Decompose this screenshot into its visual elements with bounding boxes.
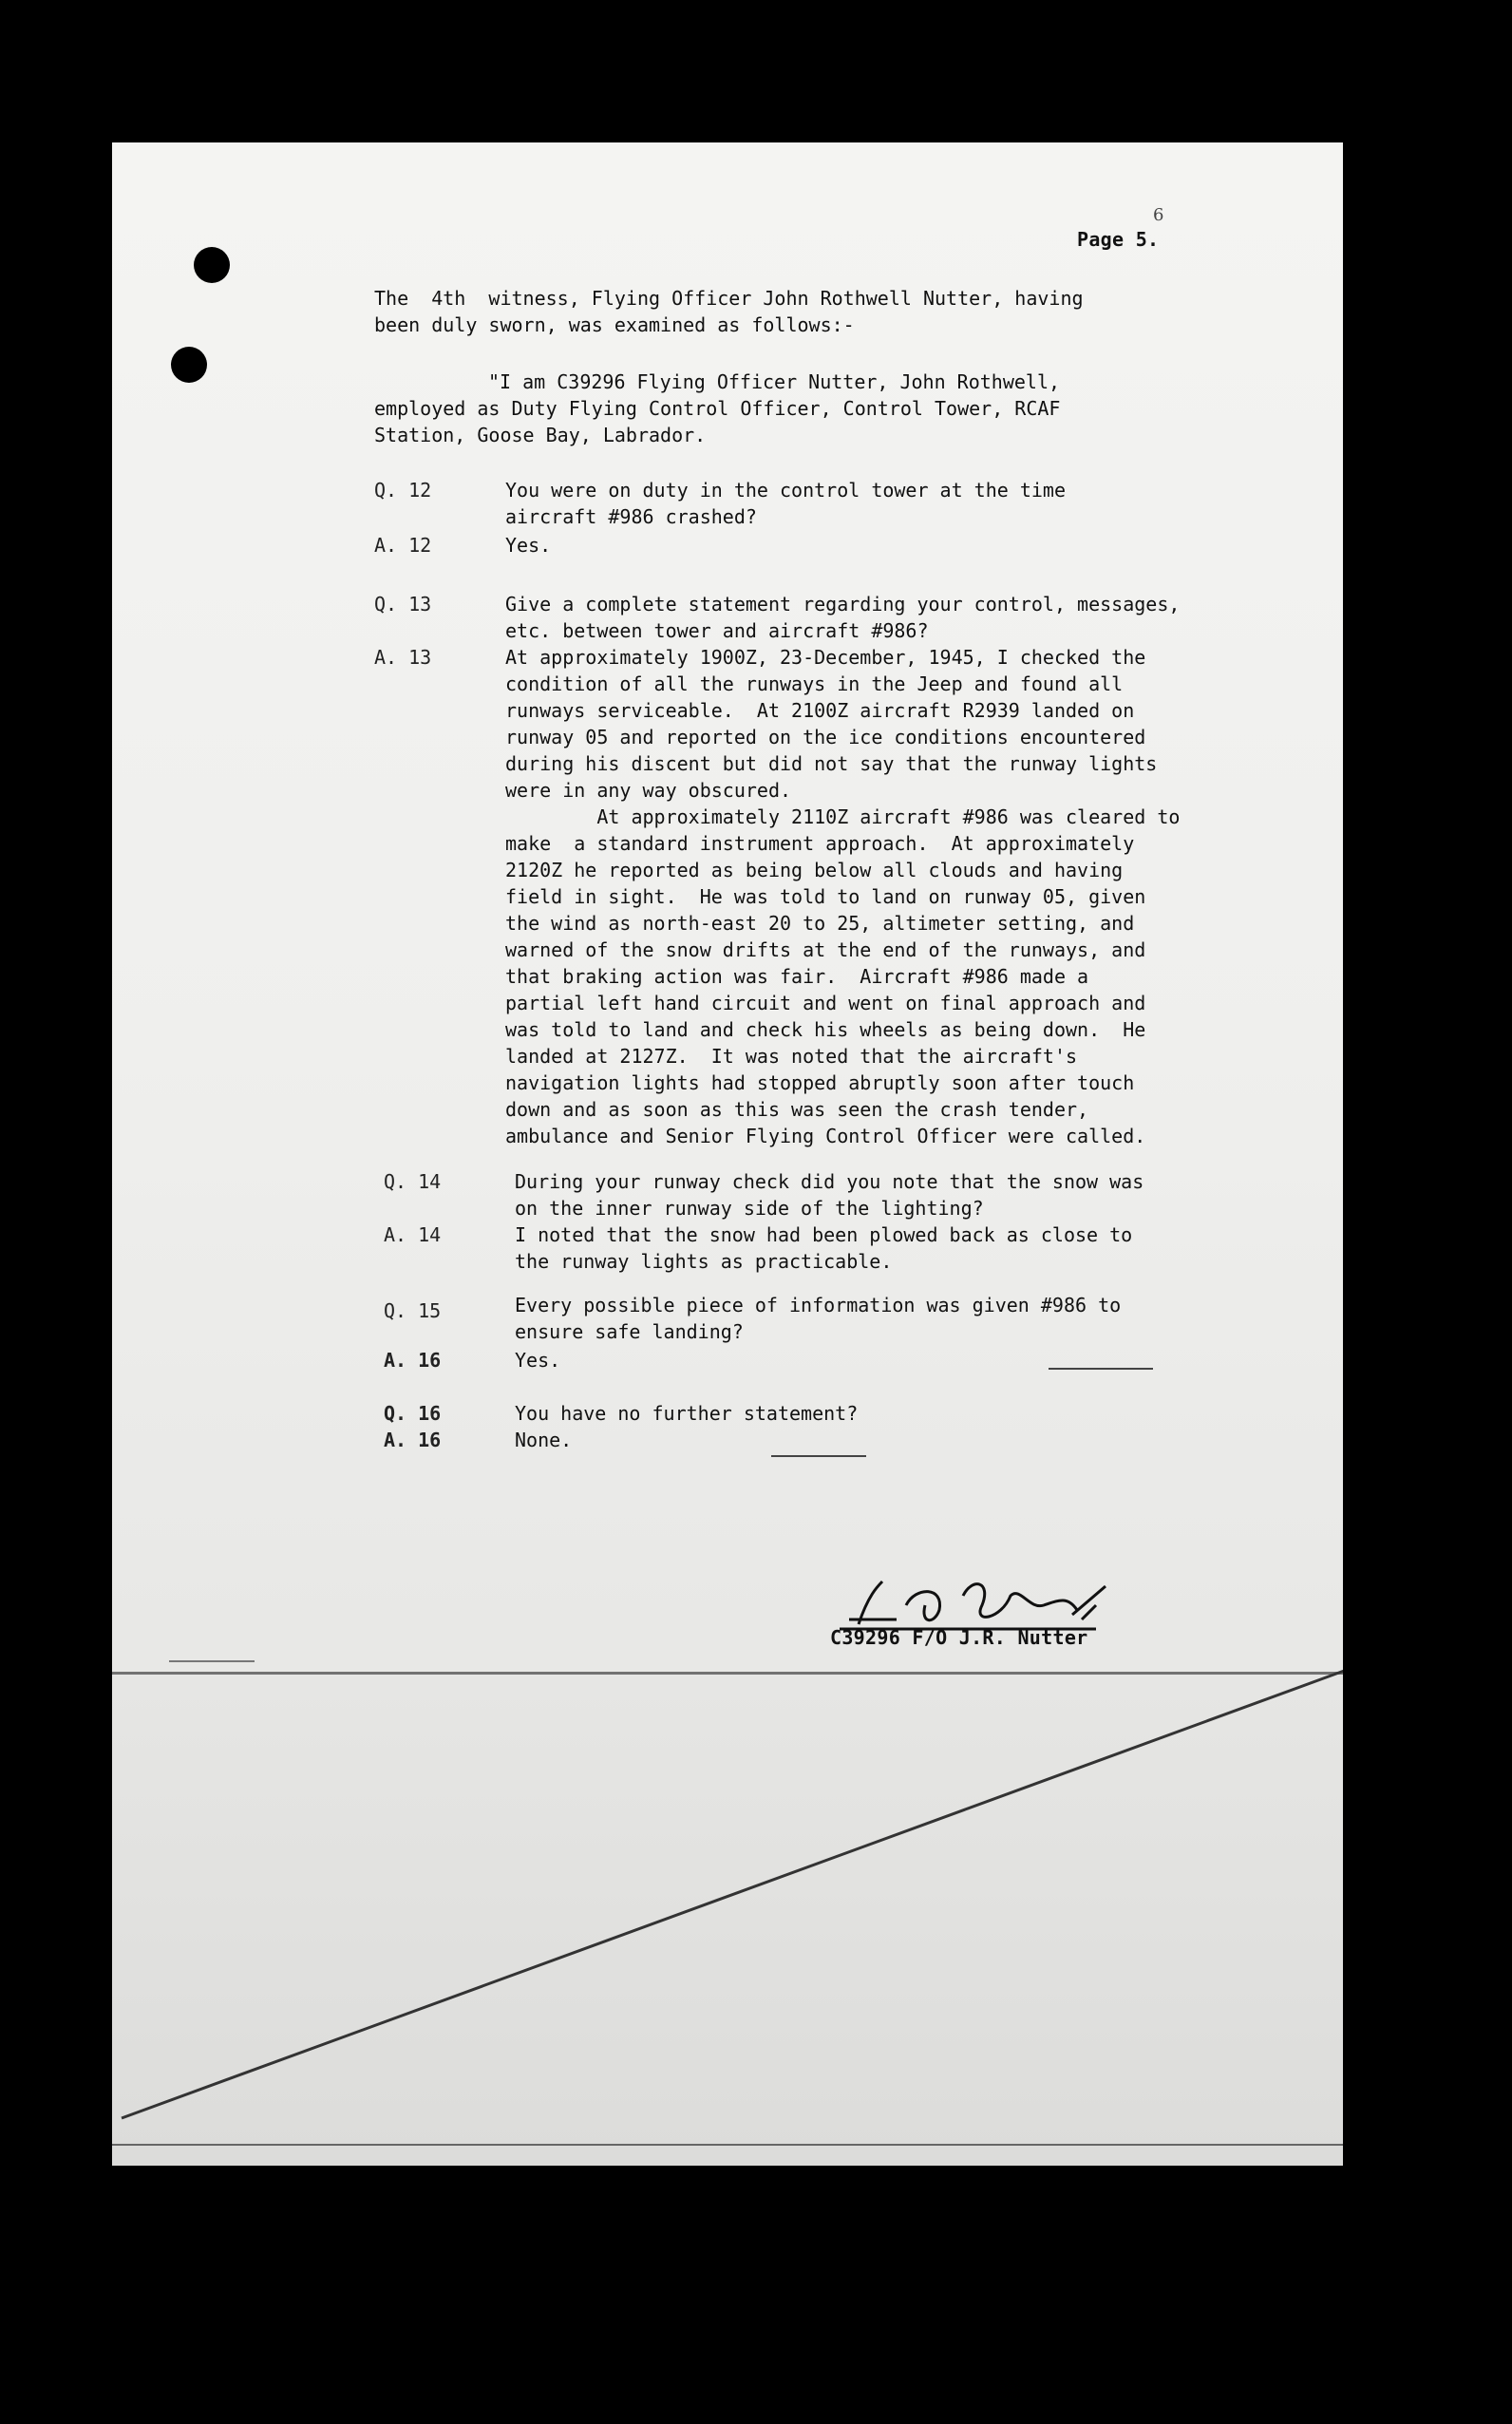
document-page bbox=[112, 142, 1343, 2166]
qa-label: Q. 16 bbox=[384, 1402, 442, 1425]
intro-paragraph bbox=[374, 285, 1084, 338]
qa-line: ensure safe landing? bbox=[515, 1320, 744, 1343]
qa-line: ambulance and Senior Flying Control Officer were called. bbox=[505, 1125, 1146, 1147]
margin-dash bbox=[169, 1660, 255, 1662]
qa-line: during his discent but did not say that the runway lights bbox=[505, 752, 1158, 775]
qa-text bbox=[515, 1292, 1121, 1345]
qa-label: A. 13 bbox=[374, 646, 432, 669]
qa-line: partial left hand circuit and went on final approach and bbox=[505, 992, 1146, 1014]
qa-line: was told to land and check his wheels as being down. He bbox=[505, 1018, 1146, 1041]
qa-line: make a standard instrument approach. At approximately bbox=[505, 832, 1135, 855]
qa-line: At approximately 2110Z aircraft #986 was cleared to bbox=[505, 805, 1181, 828]
qa-label: A. 14 bbox=[384, 1223, 442, 1246]
qa-line: etc. between tower and aircraft #986? bbox=[505, 619, 929, 642]
page-mark: 6 bbox=[1153, 205, 1164, 225]
qa-line: condition of all the runways in the Jeep and found all bbox=[505, 672, 1124, 695]
qa-line: the runway lights as practicable. bbox=[515, 1250, 893, 1273]
qa-text bbox=[505, 644, 1180, 1149]
qa-line: the wind as north-east 20 to 25, altimeter setting, and bbox=[505, 912, 1135, 935]
qa-line: Yes. bbox=[515, 1349, 561, 1372]
qa-line: aircraft #986 crashed? bbox=[505, 505, 757, 528]
qa-line: on the inner runway side of the lighting? bbox=[515, 1197, 984, 1220]
qa-label: Q. 13 bbox=[374, 593, 432, 615]
intro-line: The 4th witness, Flying Officer John Rothwell Nutter, having bbox=[374, 287, 1084, 310]
qa-text bbox=[505, 477, 1066, 530]
qa-line: landed at 2127Z. It was noted that the aircraft's bbox=[505, 1045, 1078, 1068]
qa-text bbox=[515, 1427, 572, 1453]
qa-line: navigation lights had stopped abruptly soon after touch bbox=[505, 1071, 1135, 1094]
qa-line: down and as soon as this was seen the crash tender, bbox=[505, 1098, 1089, 1121]
punch-hole-top bbox=[194, 247, 230, 283]
punch-hole-bottom bbox=[171, 347, 207, 383]
qa-line: Yes. bbox=[505, 534, 552, 557]
qa-text bbox=[515, 1221, 1132, 1275]
qa-text bbox=[515, 1347, 560, 1373]
qa-line: You were on duty in the control tower at the time bbox=[505, 479, 1067, 502]
qa-label: Q. 12 bbox=[374, 479, 432, 502]
qa-text bbox=[515, 1168, 1143, 1221]
qa-line: You have no further statement? bbox=[515, 1402, 859, 1425]
qa-label: Q. 14 bbox=[384, 1170, 442, 1193]
qa-line: runways serviceable. At 2100Z aircraft R2939 landed on bbox=[505, 699, 1135, 722]
qa-line: 2120Z he reported as being below all clouds and having bbox=[505, 859, 1124, 881]
qa-line: field in sight. He was told to land on runway 05, given bbox=[505, 885, 1146, 908]
separator-dash bbox=[771, 1455, 866, 1457]
separator-dash bbox=[1049, 1368, 1153, 1370]
intro-line: been duly sworn, was examined as follows:- bbox=[374, 313, 855, 336]
statement-line: employed as Duty Flying Control Officer, Control Tower, RCAF bbox=[374, 397, 1061, 420]
qa-label: Q. 15 bbox=[384, 1299, 442, 1322]
qa-label: A. 12 bbox=[374, 534, 432, 557]
qa-line: warned of the snow drifts at the end of the runways, and bbox=[505, 938, 1146, 961]
qa-line: At approximately 1900Z, 23-December, 1945, I checked the bbox=[505, 646, 1146, 669]
qa-line: Give a complete statement regarding your control, messages, bbox=[505, 593, 1181, 615]
qa-label: A. 16 bbox=[384, 1429, 442, 1451]
qa-text bbox=[505, 532, 551, 559]
qa-text bbox=[515, 1400, 858, 1427]
qa-line: During your runway check did you note that the snow was bbox=[515, 1170, 1144, 1193]
qa-line: were in any way obscured. bbox=[505, 779, 792, 802]
qa-text bbox=[505, 591, 1180, 644]
page-number: Page 5. bbox=[1077, 228, 1160, 251]
qa-line: I noted that the snow had been plowed back as close to bbox=[515, 1223, 1133, 1246]
signature-printed-name: C39296 F/O J.R. Nutter bbox=[830, 1626, 1088, 1649]
qa-line: Every possible piece of information was given #986 to bbox=[515, 1294, 1122, 1316]
statement-line: "I am C39296 Flying Officer Nutter, John Rothwell, bbox=[488, 370, 1061, 393]
qa-line: that braking action was fair. Aircraft #986 made a bbox=[505, 965, 1089, 988]
qa-line: runway 05 and reported on the ice conditions encountered bbox=[505, 726, 1146, 748]
statement-line: Station, Goose Bay, Labrador. bbox=[374, 424, 707, 446]
witness-statement bbox=[374, 369, 1060, 448]
qa-label: A. 16 bbox=[384, 1349, 442, 1372]
qa-line: None. bbox=[515, 1429, 573, 1451]
